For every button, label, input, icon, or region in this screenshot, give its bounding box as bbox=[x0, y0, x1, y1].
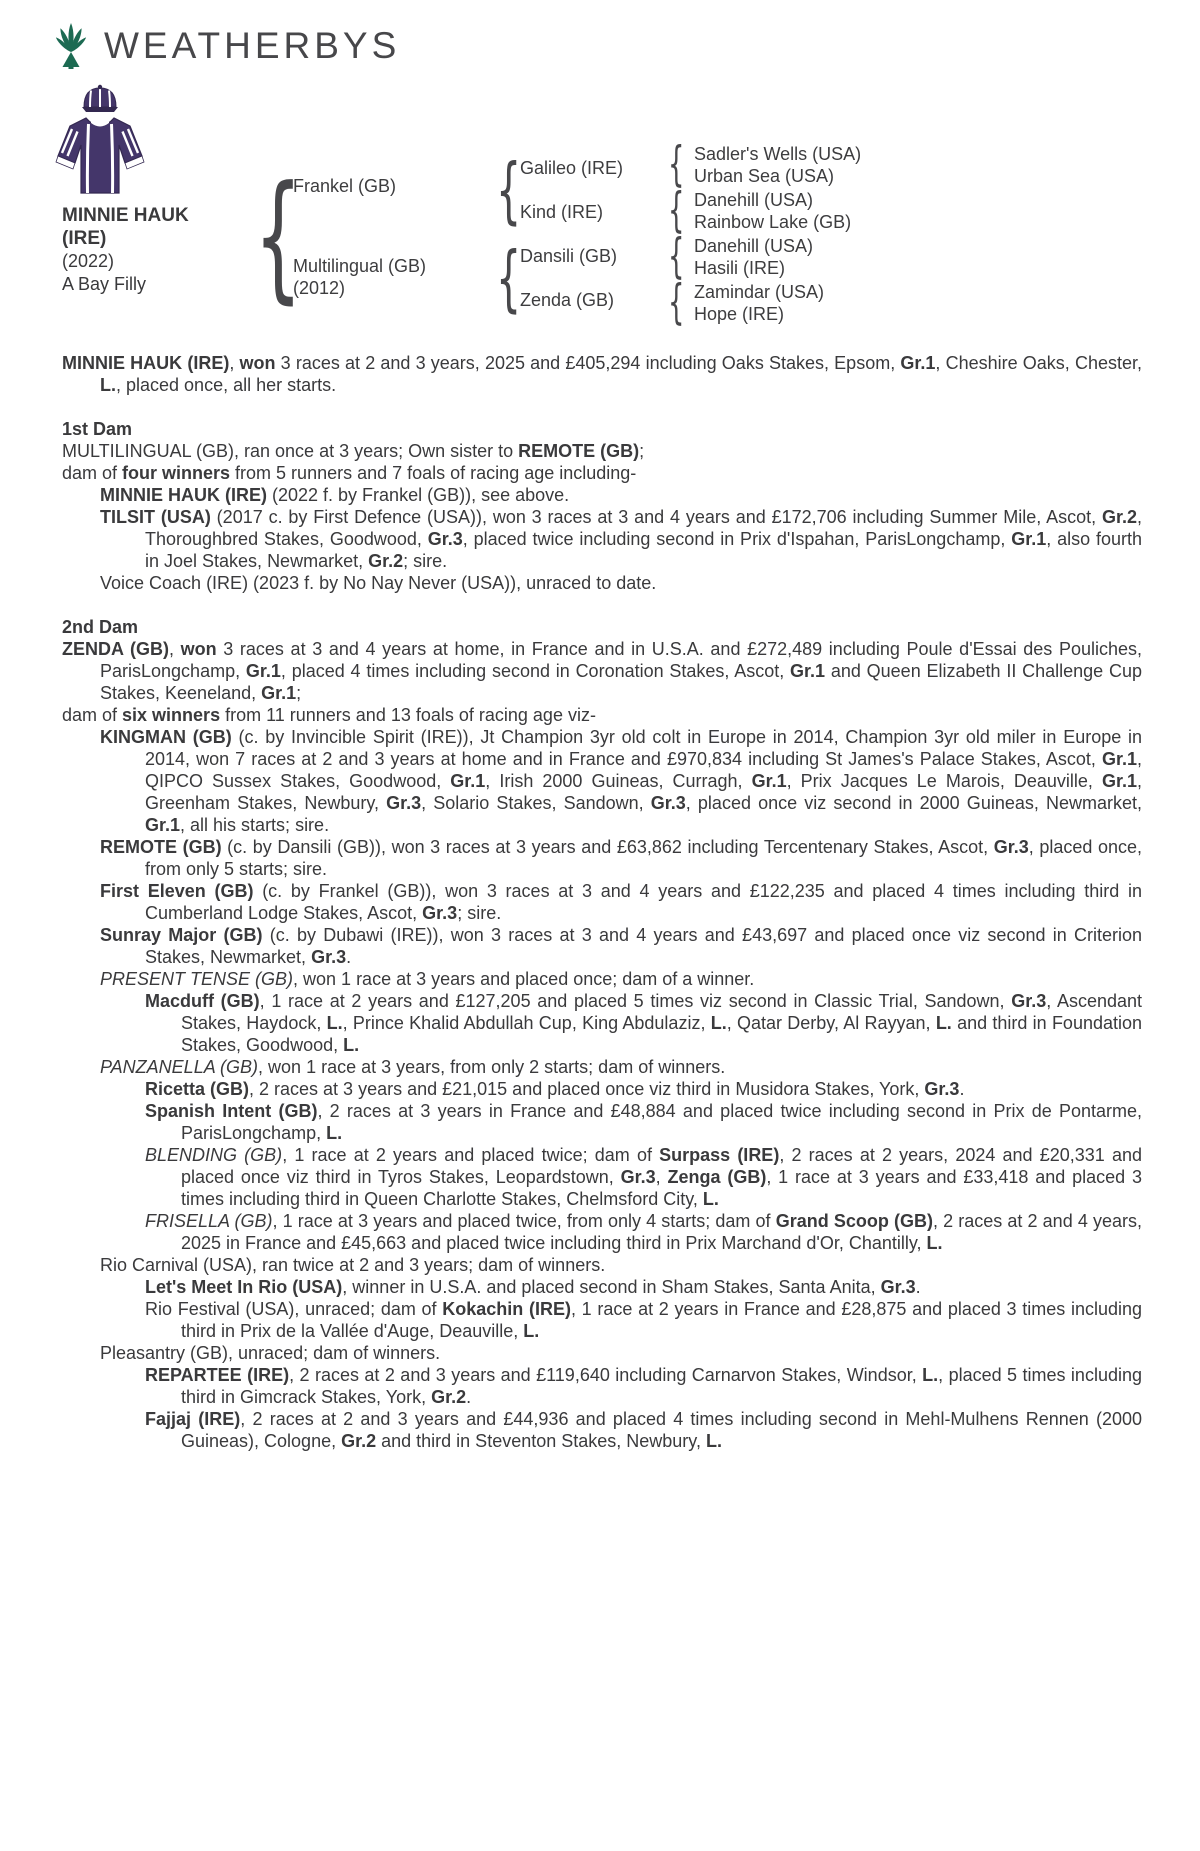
text-run: Gr.1 bbox=[145, 815, 181, 835]
text-run: FRISELLA (GB) bbox=[145, 1211, 273, 1231]
text-run: ; bbox=[639, 441, 645, 461]
pedigree-brace: { bbox=[668, 183, 685, 238]
text-run: four winners bbox=[122, 463, 231, 483]
entry-ricetta bbox=[62, 1078, 1142, 1100]
text-run: ZENDA (GB) bbox=[62, 639, 169, 659]
text-run: , Prix Jacques Le Marois, Deauville, bbox=[786, 771, 1102, 791]
text-run: MINNIE HAUK (IRE) bbox=[100, 485, 267, 505]
text-run: L. bbox=[935, 1013, 952, 1033]
text-run: L. bbox=[705, 1431, 722, 1451]
text-run: Gr.1 bbox=[1011, 529, 1047, 549]
text-run: , placed 4 times including second in Coronation Stakes, Ascot, bbox=[280, 661, 791, 681]
text-run: Gr.3 bbox=[880, 1277, 916, 1297]
text-run: Gr.3 bbox=[427, 529, 463, 549]
text-run: , also fourth in Joel Stakes, Newmarket, bbox=[145, 529, 1142, 571]
text-run: , Irish 2000 Guineas, Curragh, bbox=[485, 771, 752, 791]
text-run: TILSIT (USA) bbox=[100, 507, 211, 527]
text-run: , 1 race at 3 years and £33,418 and placed 3 times including third in Queen Charlotte Stakes, Chelmsford City, bbox=[181, 1167, 1142, 1209]
text-run: Gr.2 bbox=[341, 1431, 377, 1451]
text-run: Spanish Intent (GB) bbox=[145, 1101, 318, 1121]
text-run: 3 races at 3 and 4 years at home, in France and in U.S.A. and £272,489 including Poule d'Essai des Pouliches, ParisLongchamp, bbox=[100, 639, 1142, 681]
text-run: Gr.2 bbox=[1101, 507, 1137, 527]
text-run: (c. by Frankel (GB)), won 3 races at 3 and 4 years and £122,235 and placed 4 times including third in Cumberland Lodge Stakes, Ascot, bbox=[145, 881, 1142, 923]
text-run: Gr.3 bbox=[386, 793, 422, 813]
text-run: Grand Scoop (GB) bbox=[775, 1211, 933, 1231]
pedigree-brace: { bbox=[254, 156, 303, 317]
pedigree-sire: Frankel (GB) bbox=[293, 176, 397, 196]
text-run: Rio Carnival (USA), ran twice at 2 and 3 years; dam of winners. bbox=[100, 1255, 606, 1275]
text-run: (c. by Invincible Spirit (IRE)), Jt Champion 3yr old colt in Europe in 2014, Champion 3yr old miler in Europe in 2014, won 7 races at 2 and 3 years at home and in France and £970,834 including St James's Palace Stakes, Ascot, bbox=[145, 727, 1143, 769]
text-run: ; sire. bbox=[457, 903, 502, 923]
text-run: , Thoroughbred Stakes, Goodwood, bbox=[145, 507, 1143, 549]
text-run: , Cheshire Oaks, Chester, bbox=[935, 353, 1142, 373]
text-run: REMOTE (GB) bbox=[100, 837, 222, 857]
text-run: , all his starts; sire. bbox=[180, 815, 330, 835]
pedigree-name: Hope (IRE) bbox=[694, 304, 785, 324]
text-run: L. bbox=[100, 375, 116, 395]
text-run: Surpass (IRE) bbox=[659, 1145, 780, 1165]
text-run: Gr.3 bbox=[993, 837, 1029, 857]
text-run: Gr.1 bbox=[751, 771, 787, 791]
text-run: , won 1 race at 3 years and placed once; dam of a winner. bbox=[293, 969, 755, 989]
text-run: , QIPCO Sussex Stakes, Goodwood, bbox=[145, 749, 1142, 791]
text-run: ; sire. bbox=[403, 551, 448, 571]
pedigree-name: Urban Sea (USA) bbox=[694, 166, 835, 186]
text-run: , bbox=[655, 1167, 668, 1187]
text-run: . bbox=[346, 947, 352, 967]
text-run: Gr.1 bbox=[790, 661, 826, 681]
pedigree-name: Dansili (GB) bbox=[520, 246, 618, 266]
text-run: , placed 5 times including third in Gimcrack Stakes, York, bbox=[181, 1365, 1142, 1407]
text-run: and third in Steventon Stakes, Newbury, bbox=[376, 1431, 706, 1451]
entry-macduff bbox=[62, 990, 1142, 1056]
text-run: First Eleven (GB) bbox=[100, 881, 254, 901]
entry-blending bbox=[62, 1144, 1142, 1210]
text-run: , 1 race at 2 years and £127,205 and placed 5 times viz second in Classic Trial, Sandown, bbox=[259, 991, 1012, 1011]
text-run: , placed once viz second in 2000 Guineas, Newmarket, bbox=[685, 793, 1142, 813]
text-run: MULTILINGUAL (GB), ran once at 3 years; Own sister to bbox=[62, 441, 519, 461]
text-run: REMOTE (GB) bbox=[518, 441, 640, 461]
text-run: PRESENT TENSE (GB) bbox=[100, 969, 294, 989]
text-run: L. bbox=[523, 1321, 540, 1341]
text-run: Kokachin (IRE) bbox=[442, 1299, 571, 1319]
text-run: . bbox=[959, 1079, 965, 1099]
pedigree-brace: { bbox=[668, 137, 685, 192]
pedigree-dam-year: (2012) bbox=[293, 278, 346, 298]
entry-remote bbox=[62, 836, 1142, 880]
entry-repartee bbox=[62, 1364, 1142, 1408]
text-run: , 2 races at 2 and 4 years, 2025 in France and £45,663 and placed twice including third in Prix Marchand d'Or, Chantilly, bbox=[181, 1211, 1142, 1253]
text-run: L. bbox=[926, 1233, 943, 1253]
text-run: Gr.1 bbox=[261, 683, 297, 703]
text-run: . bbox=[466, 1387, 472, 1407]
text-run: , 1 race at 3 years and placed twice, from only 4 starts; dam of bbox=[272, 1211, 776, 1231]
text-run: , Greenham Stakes, Newbury, bbox=[145, 771, 1142, 813]
text-run: Gr.3 bbox=[311, 947, 347, 967]
text-run: , 2 races at 3 years in France and £48,884 and placed twice including second in Prix de Pontarme, ParisLongchamp, bbox=[181, 1101, 1142, 1143]
text-run: Gr.1 bbox=[900, 353, 936, 373]
text-run: , won 1 race at 3 years, from only 2 starts; dam of winners. bbox=[258, 1057, 726, 1077]
entry-frisella bbox=[62, 1210, 1142, 1254]
text-run: Gr.3 bbox=[620, 1167, 656, 1187]
text-run: L. bbox=[343, 1035, 360, 1055]
text-run: , 2 races at 2 and 3 years and £44,936 and placed 4 times including second in Mehl-Mulhens Rennen (2000 Guineas), Cologne, bbox=[181, 1409, 1143, 1451]
text-run: , Solario Stakes, Sandown, bbox=[421, 793, 651, 813]
text-run: , Qatar Derby, Al Rayyan, bbox=[726, 1013, 936, 1033]
text-run: , bbox=[168, 639, 181, 659]
entry-rio-carnival bbox=[62, 1254, 1142, 1276]
text-run: Gr.3 bbox=[924, 1079, 960, 1099]
text-run: Gr.1 bbox=[1101, 771, 1137, 791]
pedigree-name: Sadler's Wells (USA) bbox=[694, 144, 862, 164]
text-run: Zenga (GB) bbox=[667, 1167, 767, 1187]
entry-first-eleven bbox=[62, 880, 1142, 924]
pedigree-name: Hasili (IRE) bbox=[694, 258, 786, 278]
entry-tilsit bbox=[62, 506, 1142, 572]
text-run: . bbox=[915, 1277, 921, 1297]
text-run: , 2 races at 2 and 3 years and £119,640 including Carnarvon Stakes, Windsor, bbox=[289, 1365, 923, 1385]
text-run: 2nd Dam bbox=[62, 617, 139, 637]
subject-country: (IRE) bbox=[62, 228, 107, 249]
pedigree-name: Zenda (GB) bbox=[520, 290, 615, 310]
text-run: Pleasantry (GB), unraced; dam of winners. bbox=[100, 1343, 441, 1363]
text-run: L. bbox=[710, 1013, 727, 1033]
pedigree-subject bbox=[62, 204, 189, 296]
text-run: won bbox=[180, 639, 217, 659]
pedigree-brace: { bbox=[668, 229, 685, 284]
text-run: ; bbox=[296, 683, 302, 703]
pedigree-name: Rainbow Lake (GB) bbox=[694, 212, 852, 232]
subject-name: MINNIE HAUK bbox=[62, 205, 189, 226]
text-run: MINNIE HAUK (IRE) bbox=[62, 353, 230, 373]
entry-panzanella bbox=[62, 1056, 1142, 1078]
pedigree-brace: { bbox=[668, 275, 685, 330]
text-run: PANZANELLA (GB) bbox=[100, 1057, 259, 1077]
text-run: (c. by Dansili (GB)), won 3 races at 3 years and £63,862 including Tercentenary Stakes, Ascot, bbox=[221, 837, 994, 857]
pedigree-name: Danehill (USA) bbox=[694, 236, 814, 256]
text-run: , 1 race at 2 years in France and £28,875 and placed 3 times including third in Prix de la Vallée d'Auge, Deauville, bbox=[181, 1299, 1143, 1341]
heading-2nd-dam bbox=[62, 616, 1142, 638]
text-run: and Queen Elizabeth II Challenge Cup Stakes, Keeneland, bbox=[100, 661, 1142, 703]
entry-present-tense bbox=[62, 968, 1142, 990]
entry-fajjaj bbox=[62, 1408, 1142, 1452]
text-run: L. bbox=[326, 1013, 343, 1033]
pedigree-brace: { bbox=[496, 236, 522, 320]
text-run: (2022 f. by Frankel (GB)), see above. bbox=[267, 485, 570, 505]
pedigree-name: Kind (IRE) bbox=[520, 202, 604, 222]
catalogue-body bbox=[62, 352, 1142, 1452]
text-run: Gr.3 bbox=[1011, 991, 1047, 1011]
entry-minnie-hauk bbox=[62, 484, 1142, 506]
text-run: Fajjaj (IRE) bbox=[145, 1409, 241, 1429]
text-run: dam of bbox=[62, 705, 123, 725]
text-run: Gr.1 bbox=[450, 771, 486, 791]
pedigree-dam: Multilingual (GB) bbox=[293, 256, 427, 276]
pedigree-brace: { bbox=[496, 148, 522, 232]
text-run: (c. by Dubawi (IRE)), won 3 races at 3 and 4 years and £43,697 and placed once viz second in Criterion Stakes, Newmarket, bbox=[145, 925, 1142, 967]
heading-1st-dam bbox=[62, 418, 1142, 440]
pedigree-chart bbox=[0, 0, 1200, 352]
text-run: Macduff (GB) bbox=[145, 991, 260, 1011]
entry-spanish-intent bbox=[62, 1100, 1142, 1144]
text-run: , 2 races at 2 years, 2024 and £20,331 and placed once viz third in Tyros Stakes, Leopardstown, bbox=[181, 1145, 1142, 1187]
text-run: , placed once, from only 5 starts; sire. bbox=[145, 837, 1143, 879]
text-run: Sunray Major (GB) bbox=[100, 925, 263, 945]
text-run: Gr.1 bbox=[245, 661, 281, 681]
text-run: REPARTEE (IRE) bbox=[145, 1365, 290, 1385]
entry-voice-coach bbox=[62, 572, 1142, 594]
text-run: 3 races at 2 and 3 years, 2025 and £405,294 including Oaks Stakes, Epsom, bbox=[275, 353, 901, 373]
produce-summary-1st-dam bbox=[62, 462, 1142, 484]
text-run: and third in Foundation Stakes, Goodwood, bbox=[181, 1013, 1143, 1055]
text-run: six winners bbox=[122, 705, 221, 725]
text-run: , placed once, all her starts. bbox=[116, 375, 337, 395]
text-run: , placed twice including second in Prix d'Ispahan, ParisLongchamp, bbox=[462, 529, 1012, 549]
text-run: 1st Dam bbox=[62, 419, 133, 439]
text-run: BLENDING (GB) bbox=[145, 1145, 283, 1165]
entry-sunray-major bbox=[62, 924, 1142, 968]
text-run: , 2 races at 3 years and £21,015 and placed once viz third in Musidora Stakes, York, bbox=[249, 1079, 925, 1099]
text-run: , 1 race at 2 years and placed twice; dam of bbox=[282, 1145, 660, 1165]
text-run: Rio Festival (USA), unraced; dam of bbox=[145, 1299, 443, 1319]
racing-silks-image bbox=[50, 80, 150, 200]
text-run: dam of bbox=[62, 463, 123, 483]
subject-description: A Bay Filly bbox=[62, 274, 147, 294]
text-run: L. bbox=[326, 1123, 343, 1143]
produce-summary-2nd-dam bbox=[62, 704, 1142, 726]
text-run: Let's Meet In Rio (USA) bbox=[145, 1277, 343, 1297]
text-run: Gr.2 bbox=[368, 551, 404, 571]
entry-pleasantry bbox=[62, 1342, 1142, 1364]
text-run: from 5 runners and 7 foals of racing age including- bbox=[230, 463, 637, 483]
text-run: , Ascendant Stakes, Haydock, bbox=[181, 991, 1143, 1033]
text-run: , Prince Khalid Abdullah Cup, King Abdulaziz, bbox=[342, 1013, 711, 1033]
text-run: won bbox=[239, 353, 276, 373]
text-run: L. bbox=[922, 1365, 939, 1385]
entry-kingman bbox=[62, 726, 1142, 836]
text-run: Gr.1 bbox=[1101, 749, 1137, 769]
text-run: Ricetta (GB) bbox=[145, 1079, 250, 1099]
text-run: , bbox=[229, 353, 240, 373]
text-run: (2017 c. by First Defence (USA)), won 3 races at 3 and 4 years and £172,706 including Summer Mile, Ascot, bbox=[210, 507, 1102, 527]
text-run: Voice Coach (IRE) (2023 f. by No Nay Never (USA)), unraced to date. bbox=[100, 573, 657, 593]
pedigree-name: Zamindar (USA) bbox=[694, 282, 825, 302]
subject-year: (2022) bbox=[62, 251, 115, 271]
text-run: from 11 runners and 13 foals of racing age viz- bbox=[220, 705, 596, 725]
pedigree-name: Danehill (USA) bbox=[694, 190, 814, 210]
text-run: L. bbox=[702, 1189, 719, 1209]
entry-rio-festival bbox=[62, 1298, 1142, 1342]
text-run: , winner in U.S.A. and placed second in Sham Stakes, Santa Anita, bbox=[342, 1277, 881, 1297]
black-type-summary bbox=[62, 352, 1142, 396]
pedigree-name: Galileo (IRE) bbox=[520, 158, 624, 178]
entry-lets-meet-in-rio bbox=[62, 1276, 1142, 1298]
text-run: Gr.3 bbox=[422, 903, 458, 923]
dam-entry-zenda bbox=[62, 638, 1142, 704]
text-run: Gr.2 bbox=[431, 1387, 467, 1407]
text-run: KINGMAN (GB) bbox=[100, 727, 232, 747]
brand-wordmark: WEATHERBYS bbox=[104, 25, 401, 66]
text-run: Gr.3 bbox=[650, 793, 686, 813]
dam-entry-multilingual bbox=[62, 440, 1142, 462]
